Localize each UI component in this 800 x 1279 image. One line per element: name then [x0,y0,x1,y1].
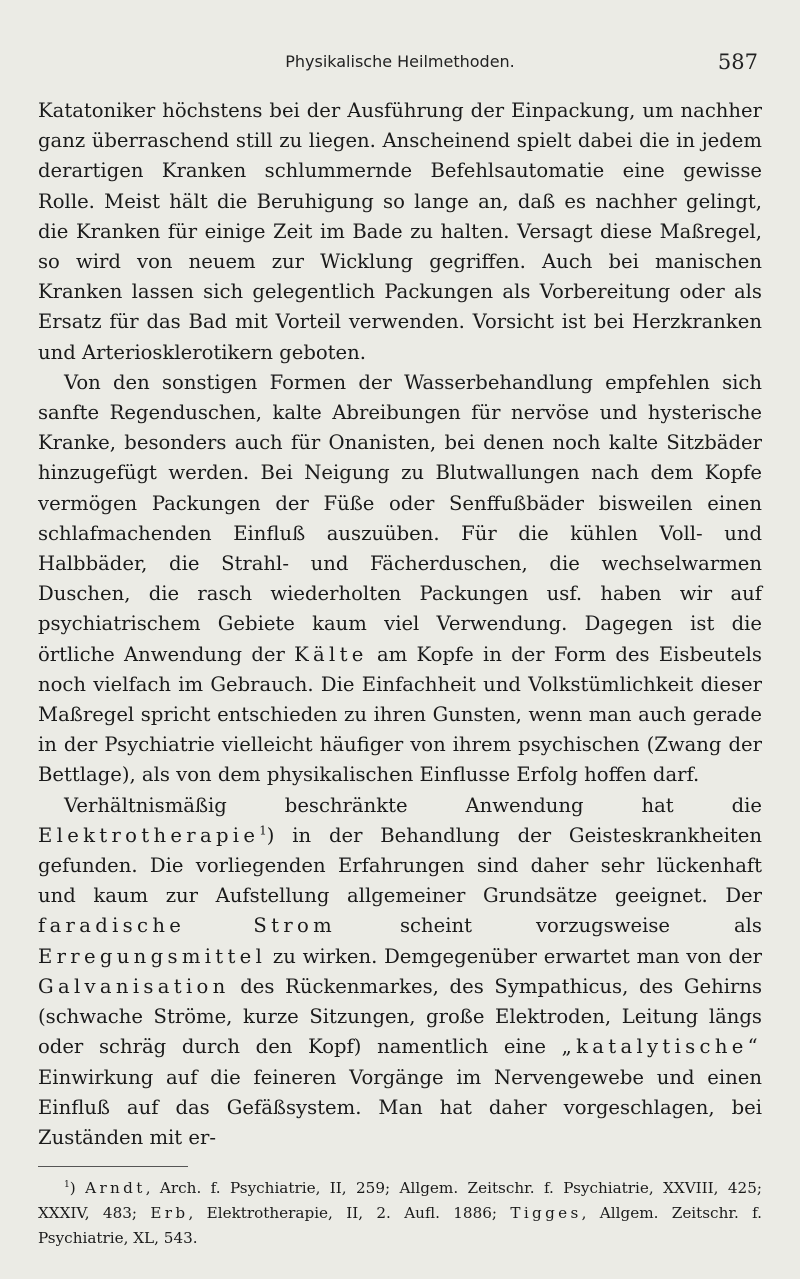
running-head [38,50,762,84]
footnote-text-2: , Elektrotherapie, II, 2. Aufl. 1886; [188,1204,498,1222]
paragraph-2-text-b: am Kopfe in der Form des Eisbeutels noch vielfach im Gebrauch. Die Einfachheit und Volkstümlichkeit dieser Maßregel spricht entschieden zu ihren Gunsten, wenn man auch gerade in der Psychiatrie vielleicht häufiger von ihrem psychischen (Zwang der Bettlage), als von dem physikalischen Einflusse Erfolg hoffen darf. [38,642,762,787]
page-number: 587 [717,50,758,74]
paragraph-3 [38,791,762,1153]
paragraph-2-text-a: Von den sonstigen Formen der Wasserbehandlung empfehlen sich sanfte Regenduschen, kalte Abreibungen für nervöse und hysterische Kranke, besonders auch für Onanisten, bei denen noch kalte Sitzbäder hinzugefügt werden. Bei Neigung zu Blutwallungen nach dem Kopfe vermögen Packungen der Füße oder Senffußbäder bisweilen einen schlafmachenden Einfluß auszuüben. Für die kühlen Voll- und Halbbäder, die Strahl- und Fächerduschen, die wechselwarmen Duschen, die rasch wiederholten Packungen usf. haben wir auf psychiatrischem Gebiete kaum viel Verwendung. Dagegen ist die örtliche Anwendung der [38,370,762,666]
footnote-ref-marker: 1 [259,823,267,838]
footnote [38,1176,762,1251]
footnote-marker-close: ) [69,1179,76,1197]
paragraph-1: Katatoniker höchstens bei der Ausführung der Einpackung, um nachher ganz überraschend still zu liegen. Anscheinend spielt dabei die in jedem derartigen Kranken schlummernde Befehlsautomatie eine gewisse Rolle. Meist hält die Beruhigung so lange an, daß es nachher gelingt, die Kranken für einige Zeit im Bade zu halten. Versagt diese Maßregel, so wird von neuem zur Wicklung gegriffen. Auch bei manischen Kranken lassen sich gelegentlich Packungen als Vorbereitung oder als Ersatz für das Bad mit Vorteil verwenden. Vorsicht ist bei Herzkranken und Arteriosklerotikern geboten. [38,99,762,364]
footnote-text-1: , Arch. f. Psychiatrie, II, 259; Allgem. Zeitschr. f. Psychiatrie, XXVIII, 425; XXXIV, 483; [38,1179,762,1222]
emphasis-kaelte: Kälte [294,642,368,666]
author-erb: Erb [150,1204,189,1222]
emphasis-katalytische: „katalytische“ [561,1035,762,1059]
paragraph-3-text-2: ) in der Behandlung der Geisteskrankheiten gefunden. Die vorliegenden Erfahrungen sind daher sehr lückenhaft und kaum zur Aufstellung allgemeiner Grundsätze geeignet. Der [38,823,762,908]
emphasis-elektrotherapie: Elektrotherapie [38,823,260,847]
paragraph-3-text-5: des Rückenmarkes, des Sympathicus, des Gehirns (schwache Ströme, kurze Sitzungen, große Elektroden, Leitung längs oder schräg durch den Kopf) namentlich eine [38,974,762,1059]
paragraph-3-text-4: zu wirken. Demgegenüber erwartet man von der [272,944,762,968]
paragraph-3-text-6: Einwirkung auf die feineren Vorgänge im Nervengewebe und einen Einfluß auf das Gefäßsystem. Man hat daher vorgeschlagen, bei Zuständen mit er- [38,1065,762,1149]
footnote-divider [38,1166,188,1167]
emphasis-galvanisation: Galvanisation [38,974,230,998]
emphasis-erregungsmittel: Erregungsmittel [38,944,267,968]
paragraph-3-text-1: Verhältnismäßig beschränkte Anwendung hat die [64,793,762,817]
paragraph-2 [38,368,762,791]
running-title: Physikalische Heilmethoden. [285,52,515,71]
footnote-text-3: , Allgem. Zeitschr. f. Psychiatrie, XL, 543. [38,1204,763,1247]
paragraph-3-text-3: scheint vorzugsweise als [400,914,762,938]
emphasis-faradische-strom: faradische Strom [38,914,337,938]
author-tigges: Tigges [510,1204,582,1222]
author-arndt: Arndt [85,1179,146,1197]
footnote-marker: 1 [64,1179,70,1190]
body-text [38,96,762,1153]
